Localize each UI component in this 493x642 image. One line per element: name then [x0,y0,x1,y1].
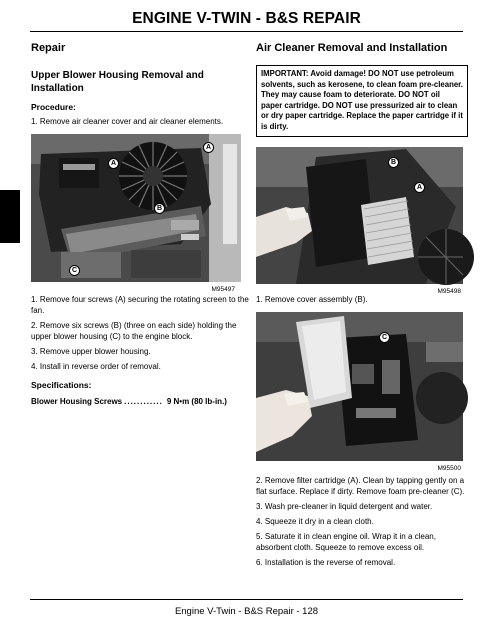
step-remove-housing: 3. Remove upper blower housing. [31,347,151,356]
repair-heading: Repair [31,42,66,54]
callout-c: C [379,332,390,343]
engine-photo [31,134,241,293]
page-title: ENGINE V-TWIN - B&S REPAIR [132,10,361,27]
spec-dots: ............ [124,397,163,406]
step-remove-screws-a: 1. Remove four screws (A) securing the rotating screen to the fan. [31,295,249,315]
callout-a-2: A [108,158,119,169]
left-column [31,38,249,407]
important-notice [256,65,468,137]
step-remove-screws-b: 2. Remove six screws (B) (three on each side) holding the upper blower housing (C) to the engine block. [31,321,237,341]
callout-b: B [154,203,165,214]
air-cleaner-photo [256,147,463,295]
step-remove-cover: 1. Remove cover assembly (B). [256,295,368,304]
blower-steps [31,294,249,372]
blower-housing-heading: Upper Blower Housing Removal and Installation [31,70,204,94]
procedure-label: Procedure: [31,102,76,112]
spec-value: 9 N•m (80 lb-in.) [166,397,227,406]
callout-a-1: A [203,142,214,153]
photo-code-m95500: M95500 [437,465,461,472]
important-text: IMPORTANT: Avoid damage! DO NOT use petroleum solvents, such as kerosene, to clean foam pre-cleaner. They may cause foam to deteriorate. DO NOT oil paper cartridge. DO NOT use pressurized air to clean or dry paper cartridge. Replace the paper cartridge if it is dirty. [261,69,463,131]
step-installation: 6. Installation is the reverse of removal. [256,558,396,567]
spec-blower-housing-screws [31,396,249,407]
spec-name: Blower Housing Screws [31,397,123,406]
top-rule [30,31,463,32]
filter-photo-illustration [256,312,463,461]
specifications-label: Specifications: [31,380,92,390]
step-squeeze: 4. Squeeze it dry in a clean cloth. [256,517,374,526]
callout-c: C [69,265,80,276]
filter-photo [256,312,463,472]
section-tab [0,190,20,243]
air-cleaner-steps [256,475,468,568]
right-column [256,38,468,568]
callout-a: A [414,182,425,193]
step-wash: 3. Wash pre-cleaner in liquid detergent and water. [256,502,433,511]
page-footer: Engine V-Twin - B&S Repair - 128 [174,606,319,617]
step-saturate: 5. Saturate it in clean engine oil. Wrap it in a clean, absorbent cloth. Squeeze to remove excess oil. [256,532,436,552]
step-remove-air-cleaner: 1. Remove air cleaner cover and air cleaner elements. [31,117,224,126]
callout-b: B [388,157,399,168]
photo-code-m95498: M95498 [437,288,461,295]
air-cleaner-heading: Air Cleaner Removal and Installation [256,42,448,54]
air-cleaner-photo-illustration [256,147,463,284]
bottom-rule [30,599,463,600]
photo-code-m95497: M95497 [211,286,235,293]
engine-photo-illustration [31,134,241,282]
step-remove-filter: 2. Remove filter cartridge (A). Clean by tapping gently on a flat surface. Replace if dirty. Remove foam pre-cleaner (C). [256,476,465,496]
step-install: 4. Install in reverse order of removal. [31,362,161,371]
